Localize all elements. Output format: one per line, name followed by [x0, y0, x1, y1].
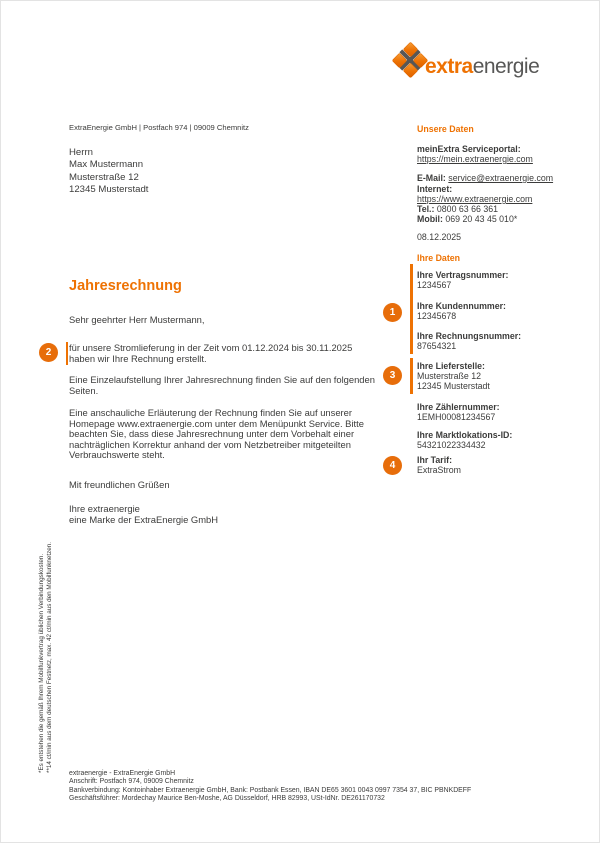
explanation-line: nachträglichen Korrektur anhand der vom Netzbetreiber mitgeteilten: [69, 438, 351, 450]
tariff-value: ExtraStrom: [417, 465, 461, 475]
market-location-label: Ihre Marktlokations-ID:: [417, 430, 513, 440]
internet-block: [417, 184, 567, 204]
delivery-point-city: 12345 Musterstadt: [417, 381, 490, 391]
itemization-paragraph: [69, 375, 375, 396]
email-label: E-Mail:: [417, 173, 446, 183]
email-link[interactable]: service@extraenergie.com: [448, 173, 554, 183]
mobile-number: 069 20 43 45 010*: [445, 214, 518, 224]
email-row: [417, 173, 567, 183]
serviceportal-link[interactable]: https://mein.extraenergie.com: [417, 154, 533, 164]
billing-period-line: haben wir Ihre Rechnung erstellt.: [69, 352, 207, 364]
meter-number-value: 1EMH00081234567: [417, 412, 496, 422]
footer-address-line: Anschrift: Postfach 974, 09009 Chemnitz: [69, 778, 194, 786]
signature-brand-line: Ihre extraenergie: [69, 503, 140, 514]
logo-wordmark: [425, 55, 539, 79]
contract-number-value: 1234567: [417, 280, 452, 290]
our-data-title: Unsere Daten: [417, 124, 474, 134]
serviceportal-label: meinExtra Serviceportal:: [417, 144, 521, 154]
tariff-entry: [417, 455, 567, 475]
billing-period-line: für unsere Stromlieferung in der Zeit vom 01.12.2024 bis 30.11.2025: [69, 342, 353, 353]
delivery-point-label: Ihre Lieferstelle:: [417, 361, 485, 371]
document-date: 08.12.2025: [417, 232, 462, 242]
customer-number-label: Ihre Kundennummer:: [417, 301, 506, 311]
itemization-line: Seiten.: [69, 384, 99, 396]
recipient-city: 12345 Musterstadt: [69, 184, 149, 196]
invoice-number-entry: [417, 331, 567, 351]
phone-row: [417, 204, 567, 214]
annotation-marker-2: 2: [39, 343, 58, 362]
section-highlight-bar-3: [410, 358, 413, 394]
signature-company-line: eine Marke der ExtraEnergie GmbH: [69, 513, 219, 525]
phone-cost-footnotes: [38, 542, 55, 773]
salutation-line: Sehr geehrter Herr Mustermann,: [69, 314, 205, 325]
phone-number: 0800 63 66 361: [436, 204, 499, 214]
contract-number-label: Ihre Vertragsnummer:: [417, 270, 509, 280]
recipient-salutation: Herrn: [69, 147, 93, 158]
company-logo: [393, 43, 553, 95]
footer-bank-line: Bankverbindung: Kontoinhaber Extraenergie GmbH, Bank: Postbank Essen, IBAN DE65 3601 0043 0997 7354 37, BIC PBNKDEFF: [69, 786, 472, 794]
document-heading: Jahresrechnung: [69, 278, 182, 294]
explanation-paragraph: [69, 408, 364, 461]
internet-label: Internet:: [417, 184, 453, 194]
your-data-title: Ihre Daten: [417, 253, 461, 263]
meter-number-label: Ihre Zählernummer:: [417, 402, 500, 412]
invoice-number-value: 87654321: [417, 341, 457, 351]
logo-word-extra: extra: [425, 55, 473, 78]
annotation-marker-3: 3: [383, 366, 402, 385]
footer-management-line: Geschäftsführer: Mordechay Maurice Ben-Moshe, AG Düsseldorf, HRB 82993, USt-IdNr. DE261170732: [69, 794, 385, 802]
itemization-line: Eine Einzelaufstellung Ihrer Jahresrechnung finden Sie auf den folgenden: [69, 374, 375, 385]
contract-number-entry: [417, 270, 567, 290]
mobile-label: Mobil:: [417, 214, 443, 224]
sender-return-line: ExtraEnergie GmbH | Postfach 974 | 09009 Chemnitz: [69, 123, 249, 132]
tariff-label: Ihr Tarif:: [417, 455, 453, 465]
serviceportal-block: [417, 144, 567, 164]
recipient-address-block: [69, 147, 148, 197]
logo-word-energie: energie: [472, 55, 540, 78]
recipient-name: Max Mustermann: [69, 159, 144, 171]
annotation-marker-4: 4: [383, 456, 402, 475]
explanation-line: beachten Sie, dass diese Jahresrechnung unter dem Vorbehalt einer: [69, 428, 355, 440]
meter-number-entry: [417, 402, 567, 422]
recipient-street: Musterstraße 12: [69, 171, 139, 183]
explanation-line: Eine anschauliche Erläuterung der Rechnung finden Sie auf unserer: [69, 407, 352, 418]
closing-line: Mit freundlichen Grüßen: [69, 479, 170, 490]
footnote-mobile-costs: *Es entstehen die gemäß Ihrem Mobilfunkvertrag üblichen Verbindungskosten.: [38, 553, 45, 773]
market-location-value: 54321022334432: [417, 440, 486, 450]
phone-label: Tel.:: [417, 204, 435, 214]
customer-number-value: 12345678: [417, 311, 457, 321]
delivery-point-entry: [417, 361, 567, 391]
explanation-line: Homepage www.extraenergie.com unter dem Menüpunkt Service. Bitte: [69, 417, 364, 429]
explanation-line: Verbrauchswerte steht.: [69, 449, 165, 461]
footnote-landline-costs: **14 ct/min aus dem deutschen Festnetz, max. 42 ct/min aus den Mobilfunknetzen.: [46, 541, 54, 773]
internet-link[interactable]: https://www.extraenergie.com: [417, 194, 533, 204]
annotation-marker-1: 1: [383, 303, 402, 322]
delivery-point-street: Musterstraße 12: [417, 371, 482, 381]
billing-period-paragraph: [69, 343, 352, 364]
footer-legal-block: [69, 770, 471, 803]
customer-number-entry: [417, 301, 567, 321]
signature-block: [69, 504, 218, 525]
section-highlight-bar-1: [410, 264, 413, 354]
footer-company-line: extraenergie - ExtraEnergie GmbH: [69, 770, 176, 777]
invoice-number-label: Ihre Rechnungsnummer:: [417, 331, 522, 341]
mobile-row: [417, 214, 567, 224]
market-location-entry: [417, 430, 567, 450]
paragraph-highlight-bar-2: [66, 342, 68, 365]
extraenergie-clover-icon: [393, 43, 427, 77]
